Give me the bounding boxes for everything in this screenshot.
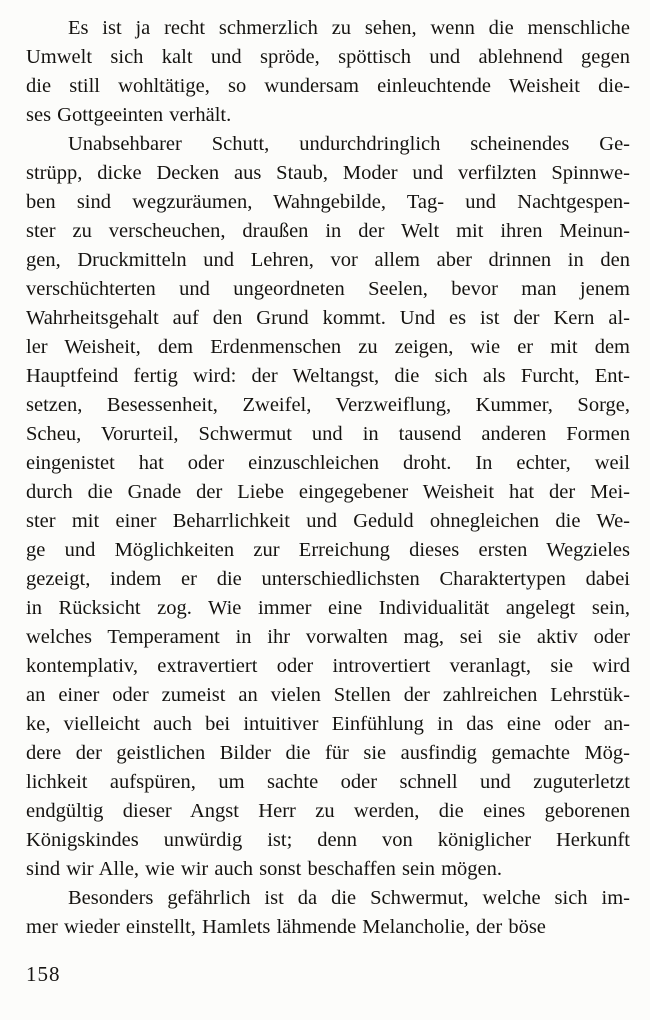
paragraph	[26, 14, 630, 130]
text-line: in Rücksicht zog. Wie immer eine Individualität angelegt sein,	[26, 597, 630, 619]
text-line: lichkeit aufspüren, um sachte oder schnell und zuguterletzt	[26, 771, 630, 793]
text-line: setzen, Besessenheit, Zweifel, Verzweiflung, Kummer, Sorge,	[26, 394, 630, 416]
text-line: Besonders gefährlich ist da die Schwermut, welche sich im-	[68, 887, 630, 909]
text-line: ke, vielleicht auch bei intuitiver Einfühlung in das eine oder an-	[26, 713, 630, 735]
text-line: gen, Druckmitteln und Lehren, vor allem aber drinnen in den	[26, 249, 630, 271]
text-line: kontemplativ, extravertiert oder introvertiert veranlagt, sie wird	[26, 655, 630, 677]
text-line: gezeigt, indem er die unterschiedlichsten Charaktertypen dabei	[26, 568, 630, 590]
text-line: strüpp, dicke Decken aus Staub, Moder und verfilzten Spinnwe-	[26, 162, 630, 184]
page-number: 158	[26, 962, 61, 986]
text-line: mer wieder einstellt, Hamlets lähmende Melancholie, der böse	[26, 916, 546, 938]
text-line: ben sind wegzuräumen, Wahngebilde, Tag- und Nachtgespen-	[26, 191, 630, 213]
text-line: ster zu verscheuchen, draußen in der Welt mit ihren Meinun-	[26, 220, 630, 242]
text-line: endgültig dieser Angst Herr zu werden, die eines geborenen	[26, 800, 630, 822]
text-line: welches Temperament in ihr vorwalten mag, sei sie aktiv oder	[26, 626, 630, 648]
text-line: an einer oder zumeist an vielen Stellen der zahlreichen Lehrstük-	[26, 684, 630, 706]
text-line: eingenistet hat oder einzuschleichen droht. In echter, weil	[26, 452, 630, 474]
text-line: sind wir Alle, wie wir auch sonst beschaffen sein mögen.	[26, 858, 503, 880]
text-line: Unabsehbarer Schutt, undurchdringlich scheinendes Ge-	[68, 133, 630, 155]
text-line: verschüchterten und ungeordneten Seelen, bevor man jenem	[26, 278, 630, 300]
text-line: durch die Gnade der Liebe eingegebener Weisheit hat der Mei-	[26, 481, 630, 503]
text-line: ge und Möglichkeiten zur Erreichung dieses ersten Wegzieles	[26, 539, 630, 561]
text-line: Es ist ja recht schmerzlich zu sehen, wenn die menschliche	[68, 17, 630, 39]
paragraph	[26, 884, 630, 942]
text-line: ses Gottgeeinten verhält.	[26, 104, 232, 126]
text-line: dere der geistlichen Bilder die für sie ausfindig gemachte Mög-	[26, 742, 630, 764]
text-line: ster mit einer Beharrlichkeit und Geduld ohnegleichen die We-	[26, 510, 630, 532]
page-text	[26, 14, 630, 942]
text-line: Königskindes unwürdig ist; denn von königlicher Herkunft	[26, 829, 630, 851]
text-line: Scheu, Vorurteil, Schwermut und in tausend anderen Formen	[26, 423, 630, 445]
text-line: ler Weisheit, dem Erdenmenschen zu zeigen, wie er mit dem	[26, 336, 630, 358]
text-line: Umwelt sich kalt und spröde, spöttisch und ablehnend gegen	[26, 46, 630, 68]
paragraph	[26, 130, 630, 884]
text-line: die still wohltätige, so wundersam einleuchtende Weisheit die-	[26, 75, 630, 97]
text-line: Wahrheitsgehalt auf den Grund kommt. Und es ist der Kern al-	[26, 307, 630, 329]
text-line: Hauptfeind fertig wird: der Weltangst, die sich als Furcht, Ent-	[26, 365, 630, 387]
